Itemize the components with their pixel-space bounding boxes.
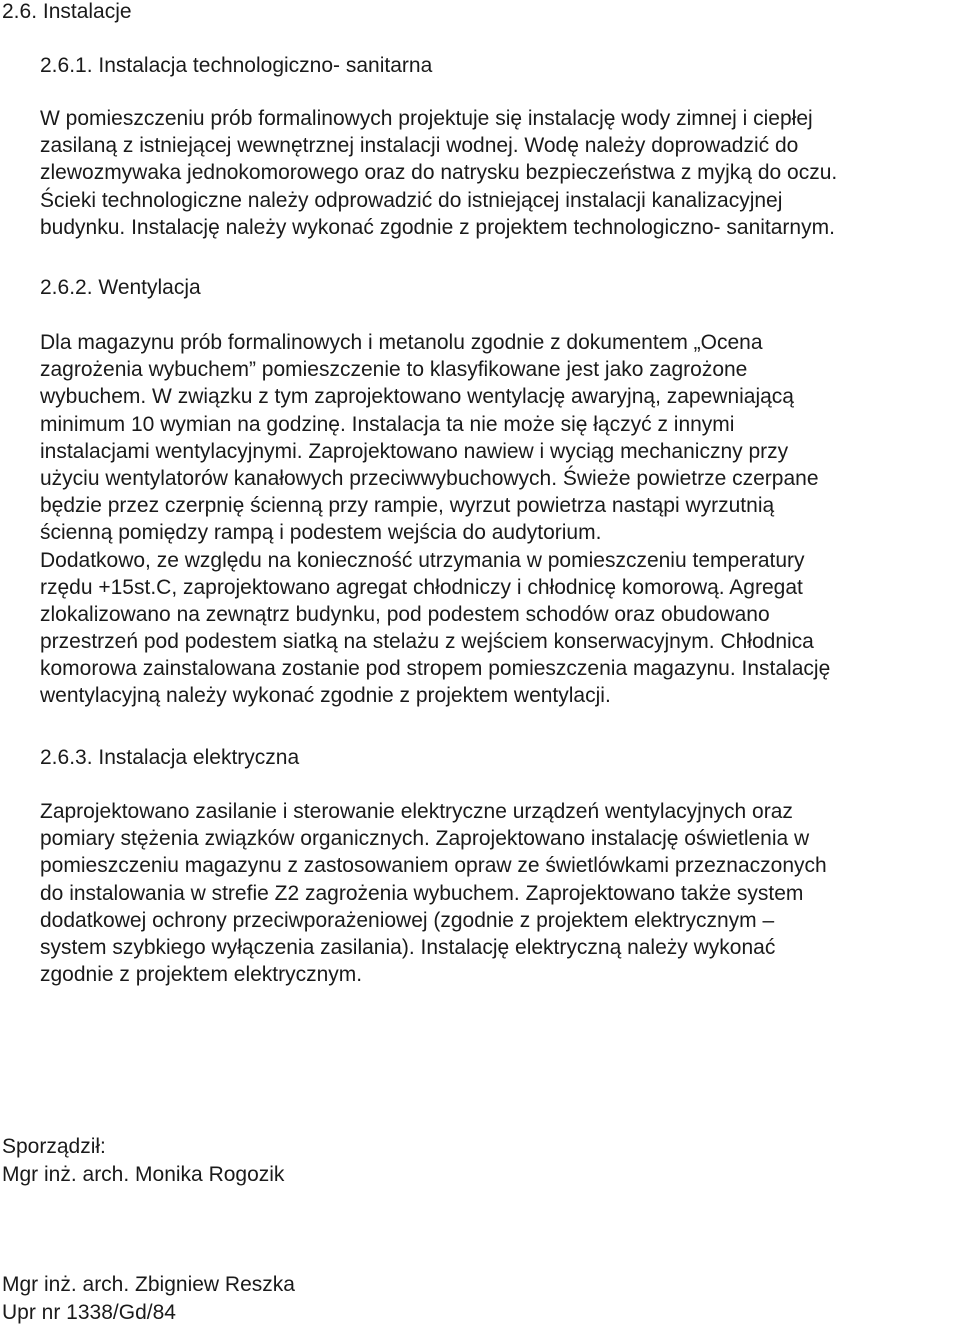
text-line: Dla magazynu prób formalinowych i metanolu zgodnie z dokumentem „Ocena [40, 331, 763, 354]
text-line: W pomieszczeniu prób formalinowych projektuje się instalację wody zimnej i ciepłej [40, 107, 813, 130]
text-line: komorowa zainstalowana zostanie pod stropem pomieszczenia magazynu. Instalację [40, 657, 831, 681]
text-line: zlokalizowano na zewnątrz budynku, pod podestem schodów oraz obudowano [40, 602, 770, 626]
text-line: wentylacyjną należy wykonać zgodnie z projektem wentylacji. [40, 684, 611, 708]
text-line: Ścieki technologiczne należy odprowadzić do istniejącej instalacji kanalizacyjnej [40, 188, 783, 212]
signature-block-certified [2, 1271, 295, 1327]
signature-block-prepared-by [2, 1133, 284, 1189]
paragraph-ventilation [40, 329, 940, 710]
text-line: przestrzeń pod podestem siatką na stelażu z wejściem konserwacyjnym. Chłodnica [40, 630, 814, 654]
subsection-heading-ventilation: 2.6.2. Wentylacja [40, 276, 201, 299]
text-line: pomiary stężenia związków organicznych. Zaprojektowano instalację oświetlenia w [40, 827, 810, 851]
section-title: 2.6. Instalacje [2, 0, 132, 23]
text-line: będzie przez czerpnię ścienną przy rampie, wyrzut powietrza nastąpi wyrzutnią [40, 494, 775, 518]
text-line: do instalowania w strefie Z2 zagrożenia wybuchem. Zaprojektowano także system [40, 881, 804, 905]
text-line: Dodatkowo, ze względu na konieczność utrzymania w pomieszczeniu temperatury [40, 548, 805, 572]
paragraph-electrical [40, 798, 940, 988]
text-line: ścienną pomiędzy rampą i podestem wejścia do audytorium. [40, 521, 602, 545]
text-line: instalacjami wentylacyjnymi. Zaprojektowano nawiew i wyciąg mechaniczny przy [40, 439, 789, 463]
text-line: wybuchem. W związku z tym zaprojektowano wentylację awaryjną, zapewniającą [40, 385, 794, 409]
text-line: użyciu wentylatorów kanałowych przeciwwybuchowych. Świeże powietrze czerpane [40, 466, 819, 490]
text-line: Zaprojektowano zasilanie i sterowanie elektryczne urządzeń wentylacyjnych oraz [40, 800, 793, 823]
text-line: dodatkowej ochrony przeciwporażeniowej (zgodnie z projektem elektrycznym – [40, 908, 775, 932]
text-line: system szybkiego wyłączenia zasilania). Instalację elektryczną należy wykonać [40, 935, 776, 959]
author-name: Mgr inż. arch. Monika Rogozik [2, 1163, 285, 1186]
text-line: zgodnie z projektem elektrycznym. [40, 963, 363, 987]
registration-number: Upr nr 1338/Gd/84 [2, 1301, 176, 1324]
text-line: pomieszczeniu magazynu z zastosowaniem opraw ze świetlówkami przeznaczonych [40, 854, 827, 878]
paragraph-installation-sanitary [40, 105, 940, 241]
text-line: zlewozmywaka jednokomorowego oraz do natrysku bezpieczeństwa z myjką do oczu. [40, 161, 838, 185]
text-line: zasilaną z istniejącej wewnętrznej instalacji wodnej. Wodę należy doprowadzić do [40, 134, 799, 158]
text-line: budynku. Instalację należy wykonać zgodnie z projektem technologiczno- sanitarnym. [40, 215, 835, 239]
text-line: minimum 10 wymian na godzinę. Instalacja ta nie może się łączyć z innymi [40, 412, 735, 436]
subsection-heading-installation-sanitary: 2.6.1. Instalacja technologiczno- sanitarna [40, 54, 433, 77]
subsection-heading-electrical: 2.6.3. Instalacja elektryczna [40, 746, 300, 769]
author-name: Mgr inż. arch. Zbigniew Reszka [2, 1273, 295, 1296]
text-line: zagrożenia wybuchem” pomieszczenie to klasyfikowane jest jako zagrożone [40, 358, 748, 382]
text-line: rzędu +15st.C, zaprojektowano agregat chłodniczy i chłodnicę komorową. Agregat [40, 575, 803, 599]
prepared-by-label: Sporządził: [2, 1135, 106, 1158]
